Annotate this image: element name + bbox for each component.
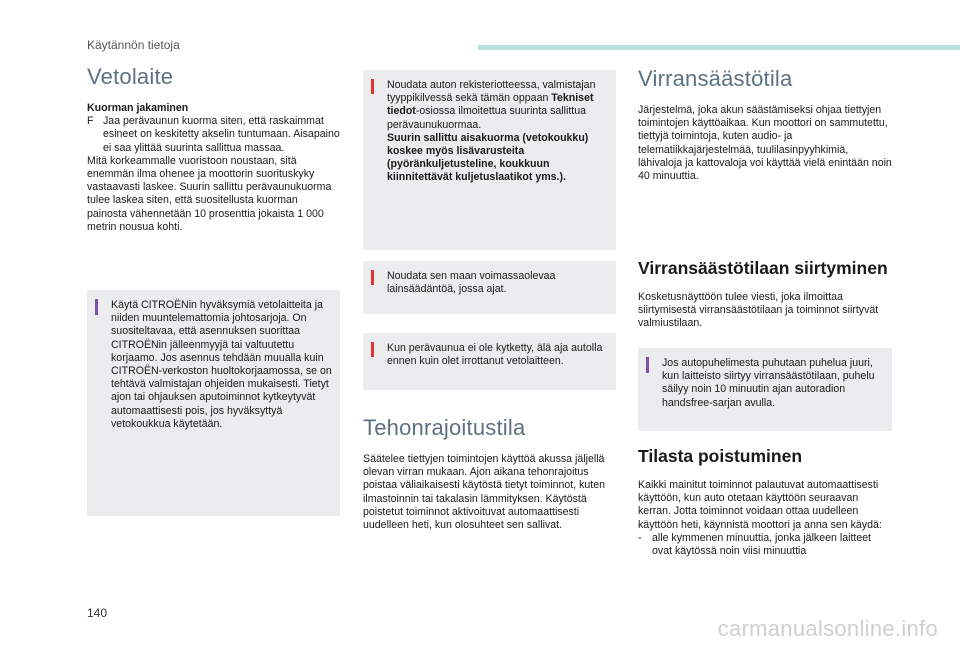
dash-item (638, 532, 894, 558)
right-column-mid (638, 258, 894, 331)
paragraph-power-limit: Säätelee tiettyjen toimintojen käyttöä akussa jäljellä olevan virran mukaan. Ajon aikana tehonrajoitus poistaa väliaikaisesti käytöstä tietyt toiminnot, kuten ilmastoinnin tai takalasin lämmityksen. Käytöstä poistetut toiminnot aktivoituvat automaattisesti uudelleen heti, kun olosuhteet sen sallivat. (363, 453, 606, 532)
left-column (87, 64, 340, 234)
info-box-citroen (87, 290, 340, 516)
warning-marker (371, 79, 374, 94)
section-header: Käytännön tietoja (87, 38, 180, 52)
warning-box-legislation (363, 261, 616, 314)
info-text-phone: Jos autopuhelimesta puhutaan puhelua juuri, kun laitteisto siirtyy virransäästötilaan, puhelu säilyy noin 10 minuutin ajan autoradion handsfree-sarjan avulla. (662, 357, 875, 409)
heading-vetolaite: Vetolaite (87, 64, 174, 89)
heading-tehonrajoitustila: Tehonrajoitustila (363, 415, 526, 440)
info-box-phone (638, 348, 892, 431)
subheading-kuorman-jakaminen: Kuorman jakaminen (87, 102, 189, 114)
warning-text-load (387, 79, 608, 132)
warning-marker (371, 270, 374, 285)
header-bar (478, 45, 960, 50)
paragraph-altitude: Mitä korkeammalle vuoristoon noustaan, sitä enemmän ilma ohenee ja moottorin suorituskyky vastaavasti laskee. Suurin sallittu perävaunukuorma tulee laskea siten, että suositellusta kuorman painosta vähennetään 10 prosenttia jokaista 1 000 metrin nousua kohti. (87, 154, 332, 233)
bullet-item (87, 115, 340, 155)
heading-entering-economy: Virransäästötilaan siirtyminen (638, 258, 888, 278)
warning-text-legislation: Noudata sen maan voimassaolevaa lainsäädäntöä, jossa ajat. (387, 270, 556, 296)
middle-column-text (363, 415, 621, 532)
bullet-mark: F (87, 115, 94, 128)
dash-mark: - (638, 531, 642, 544)
paragraph-economy-mode: Järjestelmä, joka akun säästämiseksi ohjaa tiettyjen toimintojen käyttöaikaa. Kun moottori on sammutettu, tiettyjä toimintoja, kuten audio- ja telematiikkajärjestelmää, tuulilasinpyyhkimiä, lähivaloja ja kattovaloja voi käyttää vielä enintään noin 40 minuuttia. (638, 104, 892, 183)
heading-virransaastotila: Virransäästötila (638, 66, 793, 91)
warning-box-load (363, 70, 616, 250)
info-marker (95, 299, 98, 315)
info-text: Käytä CITROËNin hyväksymiä vetolaitteita ja niiden muuntelemattomia johtosarjoja. On suositeltavaa, että asennuksen suorittaa CITROËNin jälleenmyyjä tai valtuutettu korjaamo. Jos asennus tehdään muualla kuin CITROËN-verkoston huoltokorjaamossa, se on tehtävä valmistajan ohjeiden mukaisesti. Tietyt ajon tai ohjauksen aputoiminnot kytkeytyvät automaattisesti pois, jos hyväksyttyä vetokoukkua käytetään. (111, 299, 332, 430)
paragraph-entering: Kosketusnäyttöön tulee viesti, joka ilmoittaa siirtymisestä virransäästötilaan ja toiminnot siirtyvät valmiustilaan. (638, 291, 879, 330)
warning-text-unhitched: Kun perävaunua ei ole kytketty, älä aja autolla ennen kuin olet irrottanut vetolaitteen. (387, 342, 603, 368)
right-column-top (638, 66, 894, 183)
warning-text-towbar: Suurin sallittu aisakuorma (vetokoukku) koskee myös lisävarusteita (pyöränkuljetusteline, koukkuun kiinnitettävät kuljetuslaatikot yms.). (387, 131, 589, 184)
heading-exiting-mode: Tilasta poistuminen (638, 446, 803, 466)
warning-text-part: -osiossa ilmoitettua suurinta sallittua perävaunukuormaa. (387, 105, 587, 131)
paragraph-exiting: Kaikki mainitut toiminnot palautuvat automaattisesti käyttöön, kun auto otetaan käyttöön seuraavan kerran. Jotta toiminnot voidaan ottaa uudelleen käyttöön heti, käynnistä moottori ja anna sen käydä: (638, 479, 882, 531)
warning-marker (371, 342, 374, 357)
dash-text: alle kymmenen minuuttia, jonka jälkeen laitteet ovat käytössä noin viisi minuuttia (652, 531, 872, 558)
bullet-text: Jaa perävaunun kuorma siten, että raskaimmat esineet on keskitetty akselin tuntumaan. Aisapaino ei saa ylittää suurinta sallittua massaa. (103, 115, 340, 154)
info-marker (646, 357, 649, 373)
tech-specs-reference: Tekniset tiedot (387, 92, 594, 118)
watermark: carmanualsonline.info (717, 616, 938, 641)
page-number: 140 (87, 606, 108, 620)
warning-box-unhitched (363, 333, 616, 390)
warning-text-part: Noudata auton rekisteriotteessa, valmistajan tyyppikilvessä sekä tämän oppaan (387, 79, 596, 105)
right-column-bottom (638, 446, 894, 558)
